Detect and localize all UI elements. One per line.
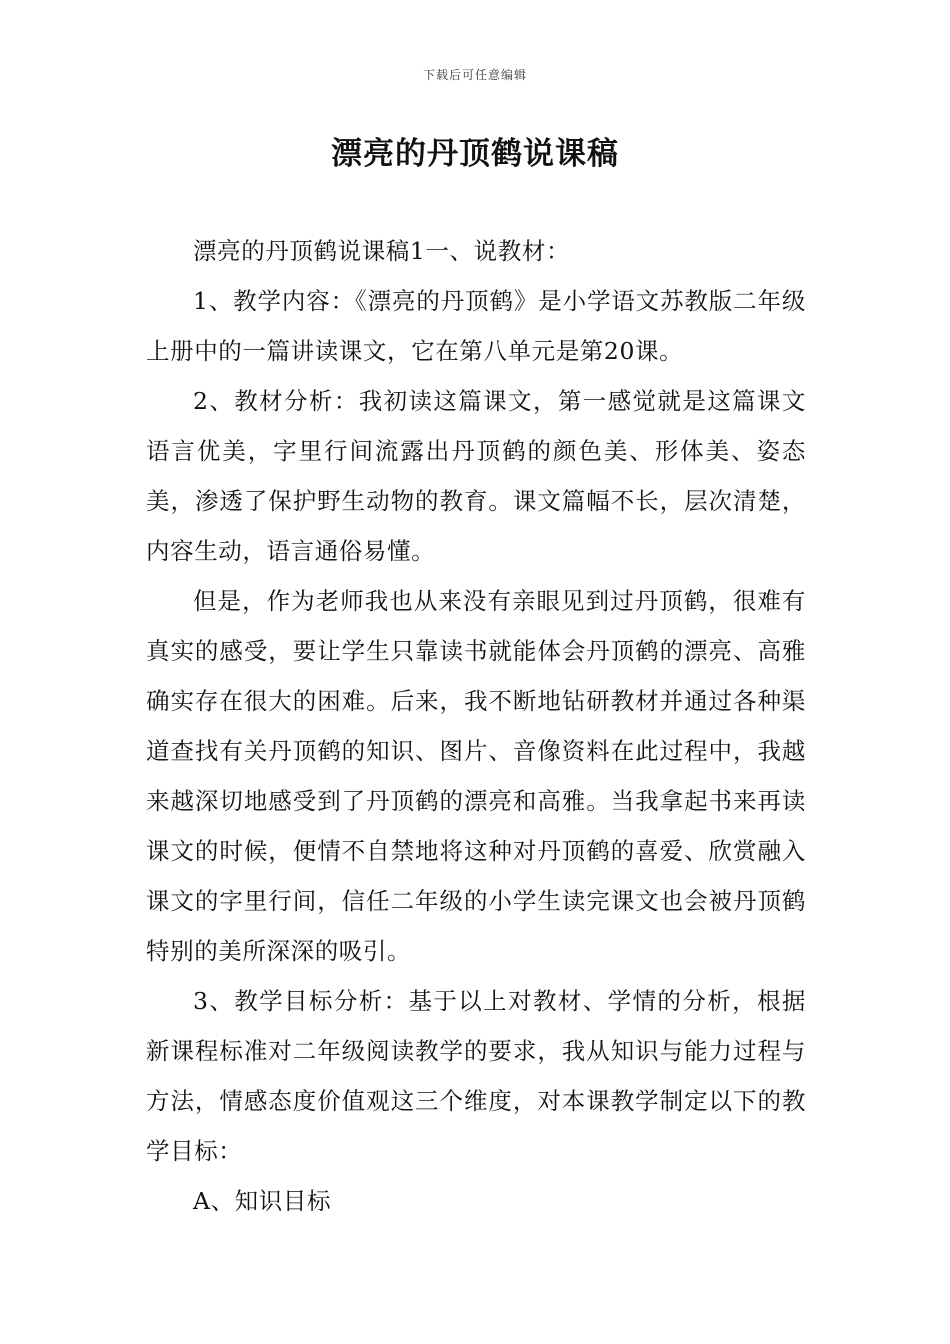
paragraph-reflection: 但是，作为老师我也从来没有亲眼见到过丹顶鹤，很难有真实的感受，要让学生只靠读书就能体会丹顶鹤的漂亮、高雅确实存在很大的困难。后来，我不断地钻研教材并通过各种渠道查找有关丹顶鹤的知识、图片、音像资料在此过程中，我越来越深切地感受到了丹顶鹤的漂亮和高雅。当我拿起书来再读课文的时候，便情不自禁地将这种对丹顶鹤的喜爱、欣赏融入课文的字里行间，信任二年级的小学生读完课文也会被丹顶鹤特别的美所深深的吸引。 bbox=[146, 587, 806, 965]
paragraph-knowledge-goal: A、知识目标 bbox=[193, 1187, 332, 1215]
paragraph-intro: 漂亮的丹顶鹤说课稿1一、说教材： bbox=[193, 237, 571, 265]
paragraph-teaching-content: 1、教学内容：《漂亮的丹顶鹤》是小学语文苏教版二年级上册中的一篇讲读课文，它在第八单元是第20课。 bbox=[146, 287, 806, 365]
header-note: 下载后可任意编辑 bbox=[422, 68, 527, 82]
document-title: 漂亮的丹顶鹤说课稿 bbox=[331, 136, 619, 172]
paragraph-material-analysis: 2、教材分析：我初读这篇课文，第一感觉就是这篇课文语言优美，字里行间流露出丹顶鹤的颜色美、形体美、姿态美，渗透了保护野生动物的教育。课文篇幅不长，层次清楚，内容生动，语言通俗易懂。 bbox=[146, 387, 806, 565]
paragraph-teaching-goals: 3、教学目标分析：基于以上对教材、学情的分析，根据新课程标准对二年级阅读教学的要求，我从知识与能力过程与方法，情感态度价值观这三个维度，对本课教学制定以下的教学目标： bbox=[146, 987, 806, 1165]
document-body bbox=[146, 226, 806, 1226]
